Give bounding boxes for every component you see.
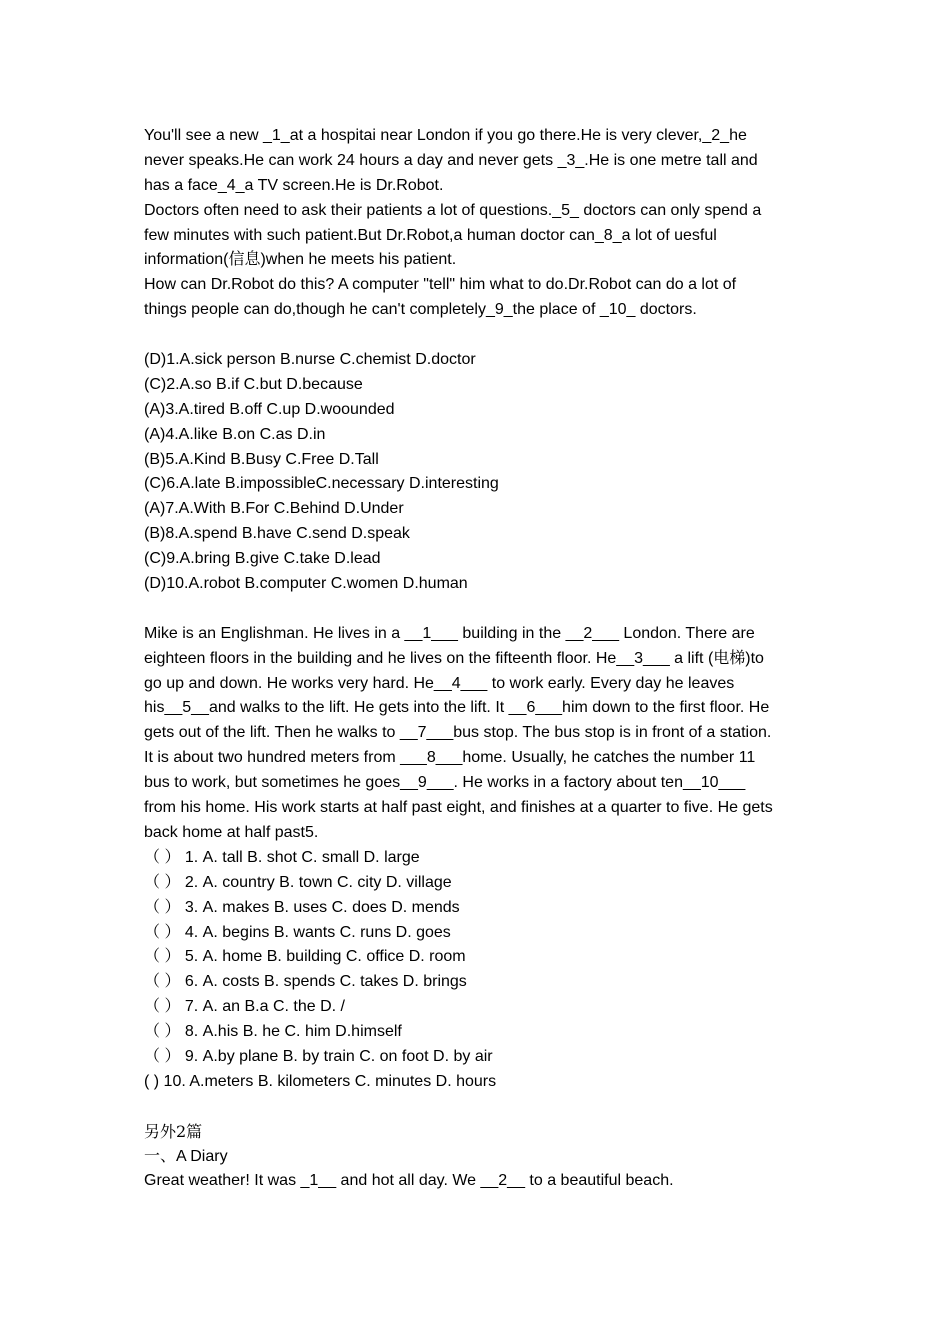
section-heading: 另外2篇	[144, 1121, 203, 1141]
passage-line: It is about two hundred meters from ___8___home. Usually, he catches the number 11	[144, 749, 756, 767]
question-item: （ ） 3. A. makes B. uses C. does D. mends	[144, 898, 460, 916]
passage-line: go up and down. He works very hard. He__4___ to work early. Every day he leaves	[144, 674, 735, 692]
answer-item: (B)5.A.Kind B.Busy C.Free D.Tall	[144, 450, 379, 468]
question-item: （ ） 6. A. costs B. spends C. takes D. brings	[144, 973, 467, 991]
answer-item: (D)1.A.sick person B.nurse C.chemist D.doctor	[144, 351, 476, 369]
passage-line: things people can do,though he can't completely_9_the place of _10_ doctors.	[144, 301, 697, 319]
answer-item: (C)9.A.bring B.give C.take D.lead	[144, 550, 381, 568]
answer-item: (A)4.A.like B.on C.as D.in	[144, 425, 326, 443]
passage-line: You'll see a new _1_at a hospitai near London if you go there.He is very clever,_2_he	[144, 127, 747, 144]
passage-line: eighteen floors in the building and he lives on the fifteenth floor. He__3___ a lift (电梯)to	[144, 649, 764, 667]
answer-item: (C)2.A.so B.if C.but D.because	[144, 375, 363, 393]
answer-item: (C)6.A.late B.impossibleC.necessary D.interesting	[144, 475, 499, 493]
passage-line: never speaks.He can work 24 hours a day and never gets _3_.He is one metre tall and	[144, 151, 758, 169]
question-item: （ ） 1. A. tall B. shot C. small D. large	[144, 848, 420, 866]
passage-line: Doctors often need to ask their patients a lot of questions._5_ doctors can only spend a	[144, 201, 762, 219]
passage-line: gets out of the lift. Then he walks to __7___bus stop. The bus stop is in front of a station.	[144, 724, 772, 742]
passage-line: Great weather! It was _1__ and hot all day. We __2__ to a beautiful beach.	[144, 1172, 674, 1190]
spacer	[144, 597, 809, 622]
document-page	[144, 124, 809, 1194]
passage-line: his__5__and walks to the lift. He gets into the lift. It __6___him down to the first floor. He	[144, 699, 770, 717]
question-item: （ ） 5. A. home B. building C. office D. room	[144, 948, 466, 966]
question-item: （ ） 4. A. begins B. wants C. runs D. goes	[144, 923, 451, 941]
spacer	[144, 1095, 809, 1120]
section-diary	[144, 1120, 809, 1195]
spacer	[144, 323, 809, 348]
answer-item: (A)3.A.tired B.off C.up D.woounded	[144, 400, 395, 418]
section-subheading: 一、A Diary	[144, 1147, 228, 1165]
answer-item: (A)7.A.With B.For C.Behind D.Under	[144, 500, 404, 518]
question-item: （ ） 7. A. an B.a C. the D. /	[144, 998, 345, 1016]
passage-mike	[144, 622, 809, 846]
question-list-mike	[144, 846, 809, 1095]
passage-line: How can Dr.Robot do this? A computer "tell" him what to do.Dr.Robot can do a lot of	[144, 276, 737, 294]
passage-robot	[144, 124, 809, 323]
passage-line: information(信息)when he meets his patient.	[144, 251, 457, 269]
passage-line: from his home. His work starts at half past eight, and finishes at a quarter to five. He gets	[144, 799, 773, 817]
question-item: （ ） 9. A.by plane B. by train C. on foot D. by air	[144, 1047, 493, 1065]
passage-line: has a face_4_a TV screen.He is Dr.Robot.	[144, 176, 444, 194]
answer-item: (D)10.A.robot B.computer C.women D.human	[144, 575, 468, 593]
passage-line: bus to work, but sometimes he goes__9___. He works in a factory about ten__10___	[144, 774, 746, 792]
question-item: （ ） 2. A. country B. town C. city D. village	[144, 873, 452, 891]
answer-list-robot	[144, 348, 809, 597]
passage-line: back home at half past5.	[144, 823, 319, 841]
passage-line: few minutes with such patient.But Dr.Robot,a human doctor can_8_a lot of uesful	[144, 226, 717, 244]
answer-item: (B)8.A.spend B.have C.send D.speak	[144, 525, 410, 543]
question-item: ( ) 10. A.meters B. kilometers C. minutes D. hours	[144, 1072, 497, 1090]
question-item: （ ） 8. A.his B. he C. him D.himself	[144, 1023, 402, 1041]
passage-line: Mike is an Englishman. He lives in a __1___ building in the __2___ London. There are	[144, 624, 755, 642]
